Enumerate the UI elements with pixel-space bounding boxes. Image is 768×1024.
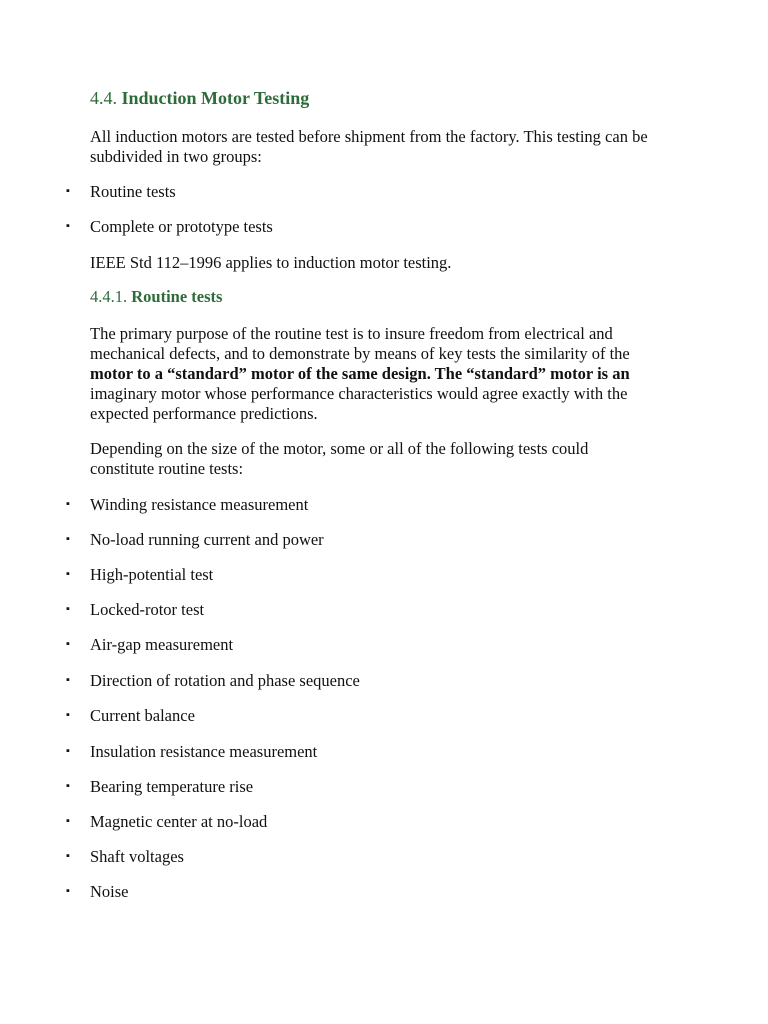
section-number: 4.4. (90, 88, 117, 108)
bullet-icon: ▪ (66, 709, 70, 722)
list-item (66, 882, 129, 903)
depending-line: constitute routine tests: (90, 459, 244, 478)
intro-line: subdivided in two groups: (90, 147, 262, 166)
section-heading (90, 88, 309, 109)
bullet-icon: ▪ (66, 885, 70, 898)
list-item (66, 217, 273, 238)
bullet-icon: ▪ (66, 220, 70, 233)
list-item (66, 530, 324, 551)
bullet-icon: ▪ (66, 815, 70, 828)
list-item-text: Magnetic center at no-load (90, 812, 268, 831)
list-item (66, 742, 317, 763)
intro-paragraph (90, 127, 710, 167)
purpose-line: mechanical defects, and to demonstrate by means of key tests the similarity of the (90, 344, 630, 363)
purpose-line: The primary purpose of the routine test is to insure freedom from electrical and (90, 324, 613, 343)
bullet-icon: ▪ (66, 674, 70, 687)
list-item-text: Direction of rotation and phase sequence (90, 671, 360, 690)
list-item-text: Air-gap measurement (90, 635, 234, 654)
bullet-icon: ▪ (66, 780, 70, 793)
standard-note-text: IEEE Std 112–1996 applies to induction motor testing. (90, 253, 452, 272)
list-item-text: Insulation resistance measurement (90, 742, 318, 761)
bullet-icon: ▪ (66, 498, 70, 511)
subsection-number: 4.4.1. (90, 287, 128, 306)
list-item-text: Complete or prototype tests (90, 217, 273, 236)
list-item (66, 635, 233, 656)
subsection-title: Routine tests (131, 287, 223, 306)
list-item (66, 777, 253, 798)
bullet-icon: ▪ (66, 185, 70, 198)
bullet-icon: ▪ (66, 638, 70, 651)
list-item (66, 182, 176, 203)
list-item-text: Winding resistance measurement (90, 495, 309, 514)
list-item (66, 847, 184, 868)
list-item-text: No-load running current and power (90, 530, 324, 549)
list-item (66, 495, 308, 516)
list-item (66, 565, 213, 586)
depending-line: Depending on the size of the motor, some or all of the following tests could (90, 439, 589, 458)
bullet-icon: ▪ (66, 745, 70, 758)
list-item-text: Shaft voltages (90, 847, 184, 866)
bullet-icon: ▪ (66, 568, 70, 581)
list-item (66, 706, 195, 727)
list-item (66, 600, 204, 621)
bullet-icon: ▪ (66, 603, 70, 616)
list-item (66, 671, 360, 692)
purpose-line: expected performance predictions. (90, 404, 318, 423)
depending-paragraph (90, 439, 710, 479)
list-item-text: Routine tests (90, 182, 176, 201)
list-item (66, 812, 267, 833)
list-item-text: Locked-rotor test (90, 600, 205, 619)
list-item-text: Noise (90, 882, 129, 901)
purpose-line: imaginary motor whose performance characteristics would agree exactly with the (90, 384, 628, 403)
list-item-text: Current balance (90, 706, 195, 725)
intro-line: All induction motors are tested before shipment from the factory. This testing can be (90, 127, 648, 146)
section-title: Induction Motor Testing (121, 88, 310, 108)
subsection-heading (90, 287, 222, 307)
list-item-text: Bearing temperature rise (90, 777, 254, 796)
purpose-line-bold: motor to a “standard” motor of the same design. The “standard” motor is an (90, 364, 630, 383)
bullet-icon: ▪ (66, 533, 70, 546)
list-item-text: High-potential test (90, 565, 214, 584)
bullet-icon: ▪ (66, 850, 70, 863)
standard-note (90, 253, 710, 273)
purpose-paragraph (90, 324, 710, 424)
